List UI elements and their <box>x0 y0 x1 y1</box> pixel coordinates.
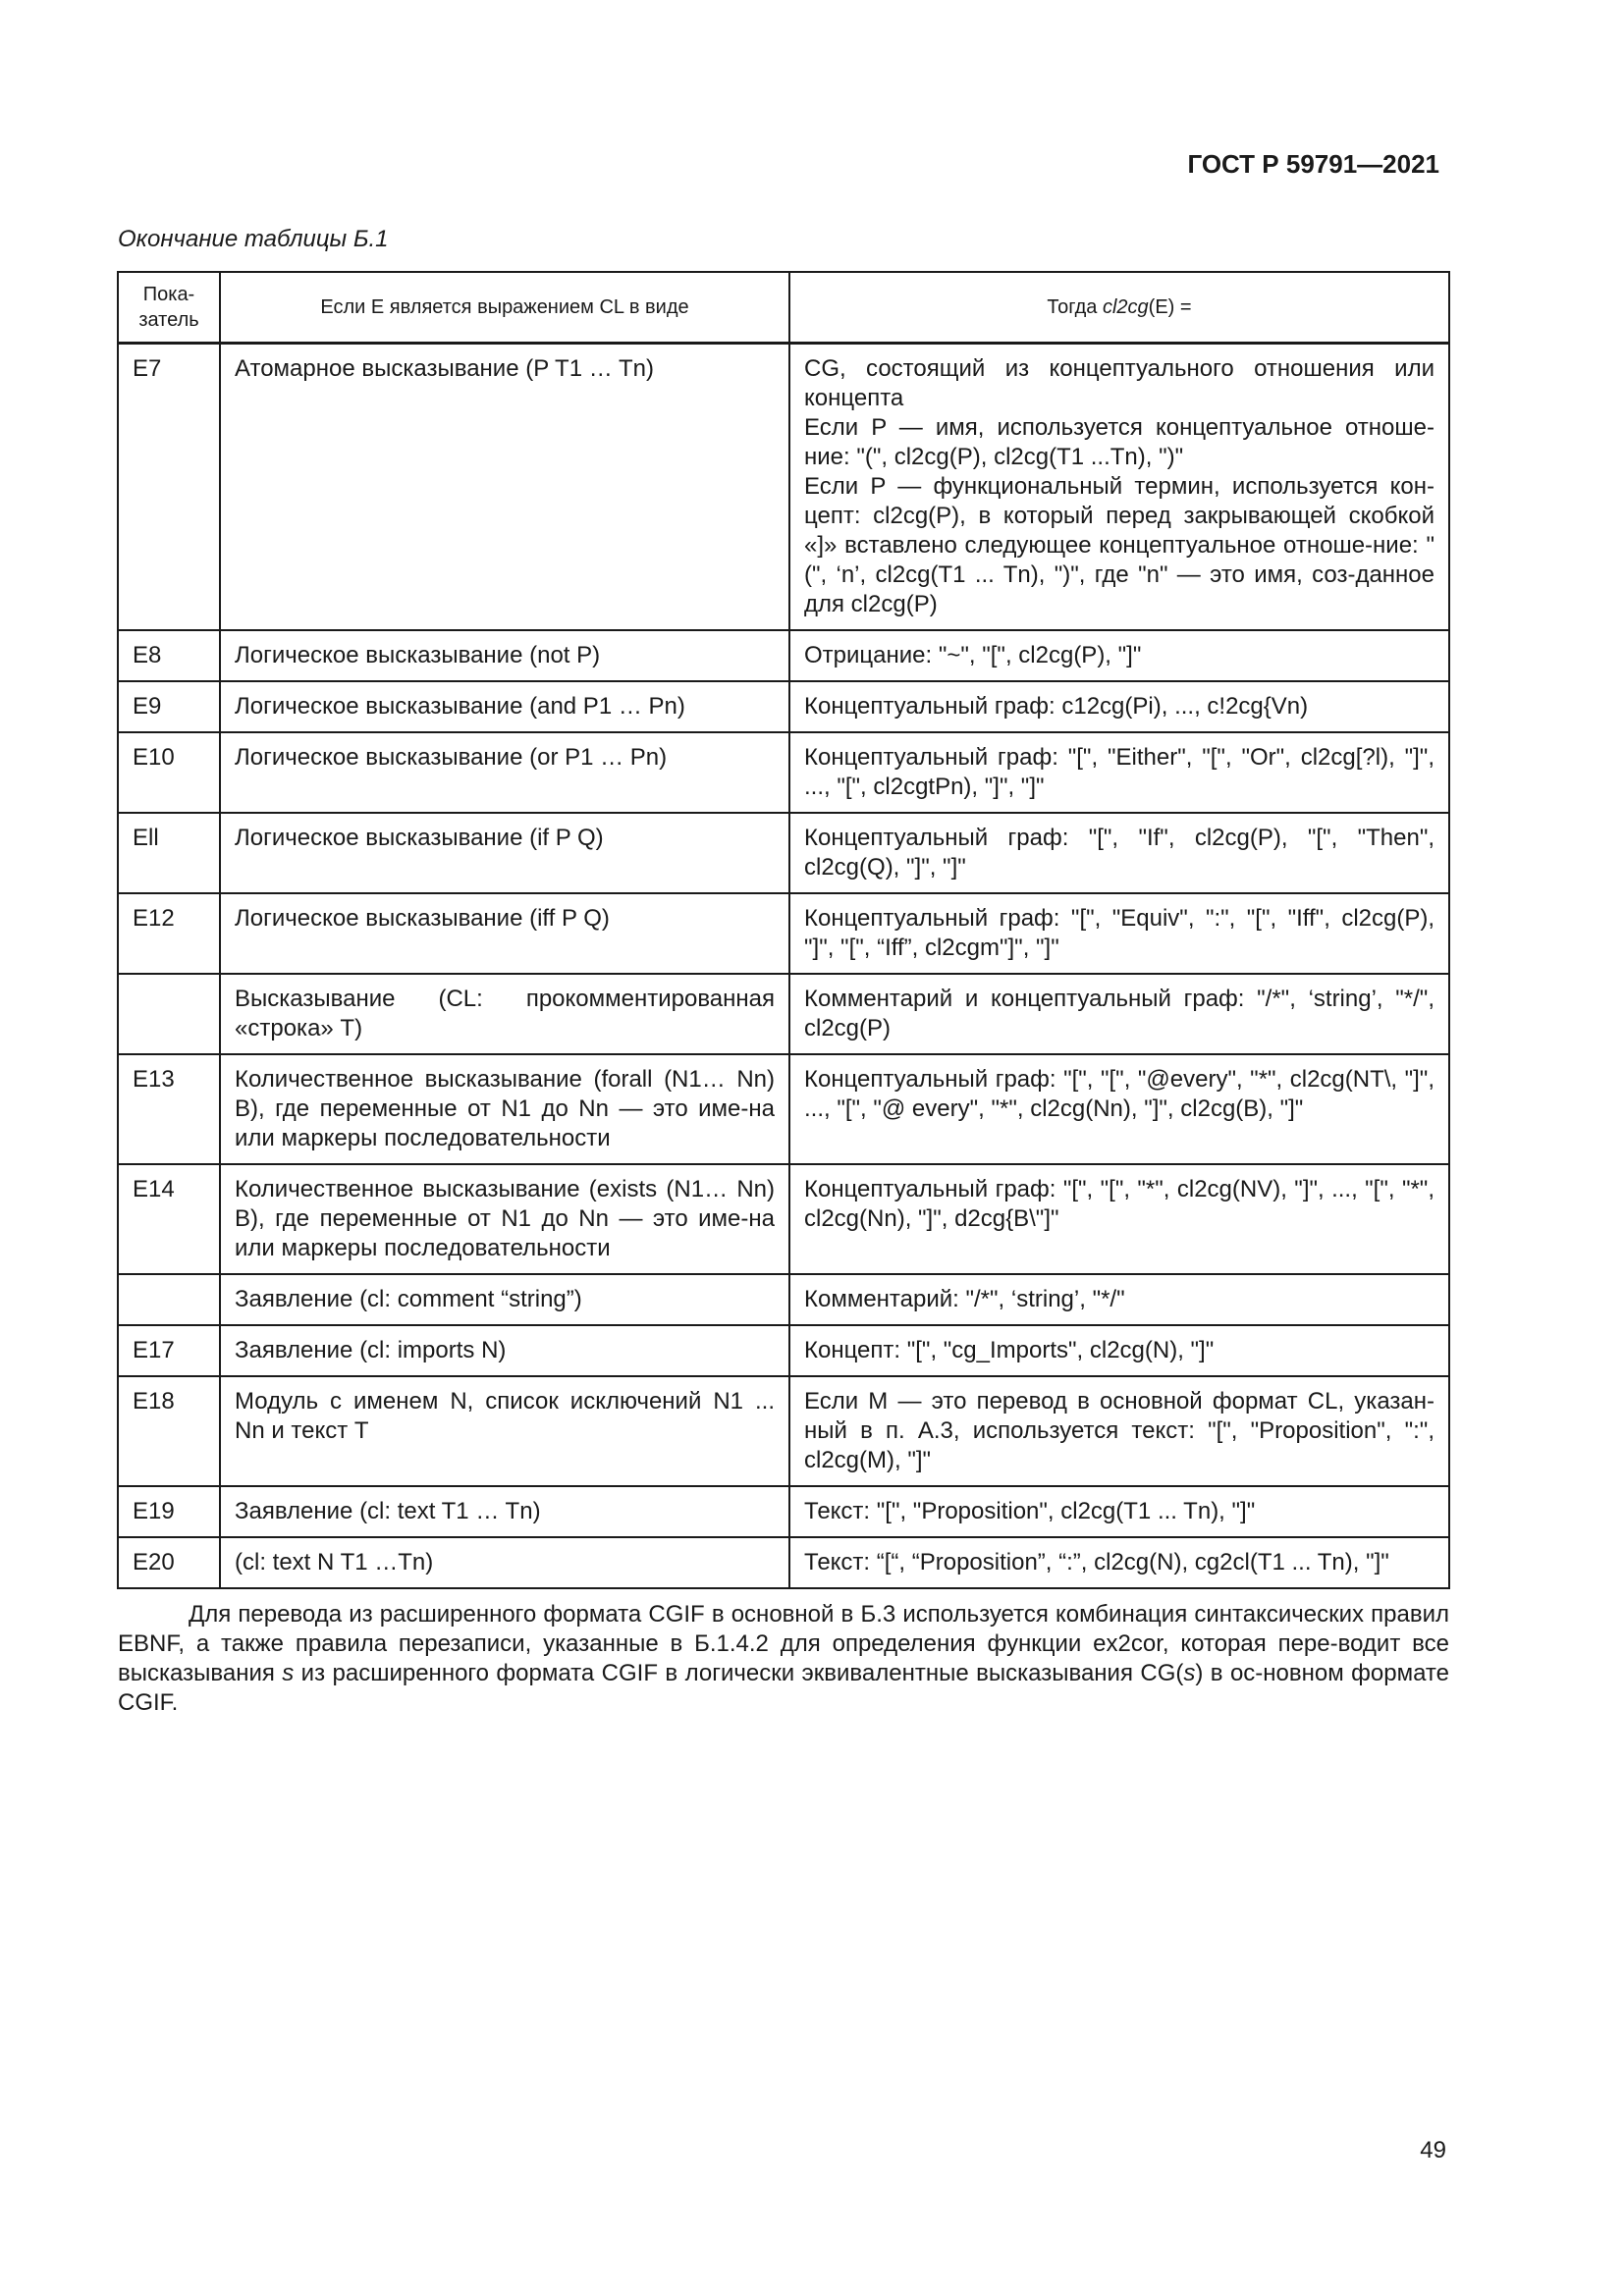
cell-indicator <box>118 1274 220 1325</box>
page-number: 49 <box>1420 2137 1446 2163</box>
cell-result <box>789 974 1449 1054</box>
cell-indicator: Ell <box>118 813 220 893</box>
cell-result <box>789 1164 1449 1274</box>
table-row <box>118 344 1449 631</box>
cell-result <box>789 1486 1449 1537</box>
cell-result <box>789 1537 1449 1588</box>
cell-expression: Логическое высказывание (iff P Q) <box>220 893 789 974</box>
cell-result <box>789 1274 1449 1325</box>
cell-result <box>789 813 1449 893</box>
table-header-row <box>118 272 1449 344</box>
result-line: Концептуальный граф: "[", "Either", "[", "Or", cl2cg[?l), "]", ..., "[", cl2cgtPn), "]", "]" <box>804 744 1435 800</box>
cell-result <box>789 344 1449 631</box>
cell-expression: Заявление (cl: imports N) <box>220 1325 789 1376</box>
table-caption: Окончание таблицы Б.1 <box>118 226 389 252</box>
result-line: Если P — функциональный термин, используется кон-цепт: cl2cg(P), в который перед закрывающей скобкой «]» вставлено следующее концептуальное отноше-ние: "(", ‘n’, cl2cg(T1 ... Tn), ")", где "n" — это имя, соз-данное для cl2cg(P) <box>804 473 1435 617</box>
cell-result <box>789 732 1449 813</box>
document-code: ГОСТ Р 59791—2021 <box>1187 149 1439 179</box>
table-row <box>118 1164 1449 1274</box>
table-row <box>118 1054 1449 1164</box>
header-result: Тогда cl2cg(E) = <box>789 272 1449 344</box>
cell-expression: Количественное высказывание (forall (N1… Nn) B), где переменные от N1 до Nn — это име-на или маркеры последовательности <box>220 1054 789 1164</box>
table-row <box>118 1486 1449 1537</box>
result-line: Концептуальный граф: c12cg(Pi), ..., c!2cg{Vn) <box>804 693 1309 720</box>
result-line: Концепт: "[", "cg_Imports", cl2cg(N), "]" <box>804 1337 1215 1363</box>
table-row <box>118 893 1449 974</box>
cell-indicator: E10 <box>118 732 220 813</box>
cell-expression: Количественное высказывание (exists (N1… Nn) B), где переменные от N1 до Nn — это име-на или маркеры последовательности <box>220 1164 789 1274</box>
cell-expression: Модуль с именем N, список исключений N1 ... Nn и текст T <box>220 1376 789 1486</box>
cell-expression: Заявление (cl: comment “string”) <box>220 1274 789 1325</box>
table-row <box>118 813 1449 893</box>
result-line: Комментарий: "/*", ‘string’, "*/" <box>804 1286 1125 1312</box>
result-line: Текст: "[", "Proposition", cl2cg(T1 ... Tn), "]" <box>804 1498 1256 1524</box>
cell-expression: Логическое высказывание (not P) <box>220 630 789 681</box>
table-body <box>118 344 1449 1589</box>
cell-indicator: E8 <box>118 630 220 681</box>
table-row <box>118 630 1449 681</box>
cell-expression: Логическое высказывание (and P1 … Pn) <box>220 681 789 732</box>
result-line: Концептуальный граф: "[", "[", "*", cl2cg(NV), "]", ..., "[", "*", cl2cg(Nn), "]", d2cg{B\"]" <box>804 1176 1435 1232</box>
cell-expression: Логическое высказывание (if P Q) <box>220 813 789 893</box>
cell-indicator: E20 <box>118 1537 220 1588</box>
result-line: Текст: “[“, “Proposition”, “:”, cl2cg(N), cg2cl(T1 ... Tn), "]" <box>804 1549 1389 1575</box>
result-line: CG, состоящий из концептуального отношения или концепта <box>804 355 1435 411</box>
cell-result <box>789 893 1449 974</box>
cell-expression: Атомарное высказывание (P T1 … Tn) <box>220 344 789 631</box>
cell-indicator: E9 <box>118 681 220 732</box>
header-expression: Если E является выражением CL в виде <box>220 272 789 344</box>
cell-result <box>789 1054 1449 1164</box>
table-row <box>118 732 1449 813</box>
cell-indicator: E18 <box>118 1376 220 1486</box>
cell-expression: Заявление (cl: text T1 … Tn) <box>220 1486 789 1537</box>
table-row <box>118 974 1449 1054</box>
result-line: Если P — имя, используется концептуальное отноше-ние: "(", cl2cg(P), cl2cg(T1 ...Tn), ")" <box>804 414 1435 470</box>
table-row <box>118 1274 1449 1325</box>
body-paragraph: Для перевода из расширенного формата CGIF в основной в Б.3 используется комбинация синтаксических правил EBNF, а также правила перезаписи, указанные в Б.1.4.2 для определения функции ex2cor, которая пере-водит все высказывания s из расширенного формата CGIF в логически эквивалентные высказывания CG(s) в ос-новном формате CGIF. <box>118 1601 1449 1716</box>
table-row <box>118 1376 1449 1486</box>
cell-indicator: E19 <box>118 1486 220 1537</box>
table-row <box>118 1537 1449 1588</box>
header-indicator: Пока- затель <box>118 272 220 344</box>
result-line: Концептуальный граф: "[", "If", cl2cg(P), "[", "Then", cl2cg(Q), "]", "]" <box>804 825 1435 881</box>
result-line: Концептуальный граф: "[", "Equiv", ":", "[", "Iff", cl2cg(P), "]", "[", “Iff”, cl2cgm"]", "]" <box>804 905 1435 961</box>
cell-indicator <box>118 974 220 1054</box>
table-row <box>118 1325 1449 1376</box>
table-row <box>118 681 1449 732</box>
result-line: Комментарий и концептуальный граф: "/*", ‘string’, "*/", cl2cg(P) <box>804 986 1435 1041</box>
result-line: Если M — это перевод в основной формат CL, указан-ный в п. А.3, используется текст: "[", "Proposition", ":", cl2cg(M), "]" <box>804 1388 1435 1473</box>
result-line: Концептуальный граф: "[", "[", "@every", "*", cl2cg(NT\, "]", ..., "[", "@ every", "*", cl2cg(Nn), "]", cl2cg(B), "]" <box>804 1066 1435 1122</box>
cell-expression: Высказывание (CL: прокомментированная «строка» T) <box>220 974 789 1054</box>
cell-result <box>789 681 1449 732</box>
cell-expression: Логическое высказывание (or P1 … Pn) <box>220 732 789 813</box>
cell-indicator: E7 <box>118 344 220 631</box>
cell-indicator: E14 <box>118 1164 220 1274</box>
cell-result <box>789 1376 1449 1486</box>
cell-indicator: E17 <box>118 1325 220 1376</box>
cell-indicator: E13 <box>118 1054 220 1164</box>
cell-result <box>789 1325 1449 1376</box>
translation-table <box>117 271 1450 1589</box>
cell-indicator: E12 <box>118 893 220 974</box>
result-line: Отрицание: "~", "[", cl2cg(P), "]" <box>804 642 1142 668</box>
cell-expression: (cl: text N T1 …Tn) <box>220 1537 789 1588</box>
cell-result <box>789 630 1449 681</box>
